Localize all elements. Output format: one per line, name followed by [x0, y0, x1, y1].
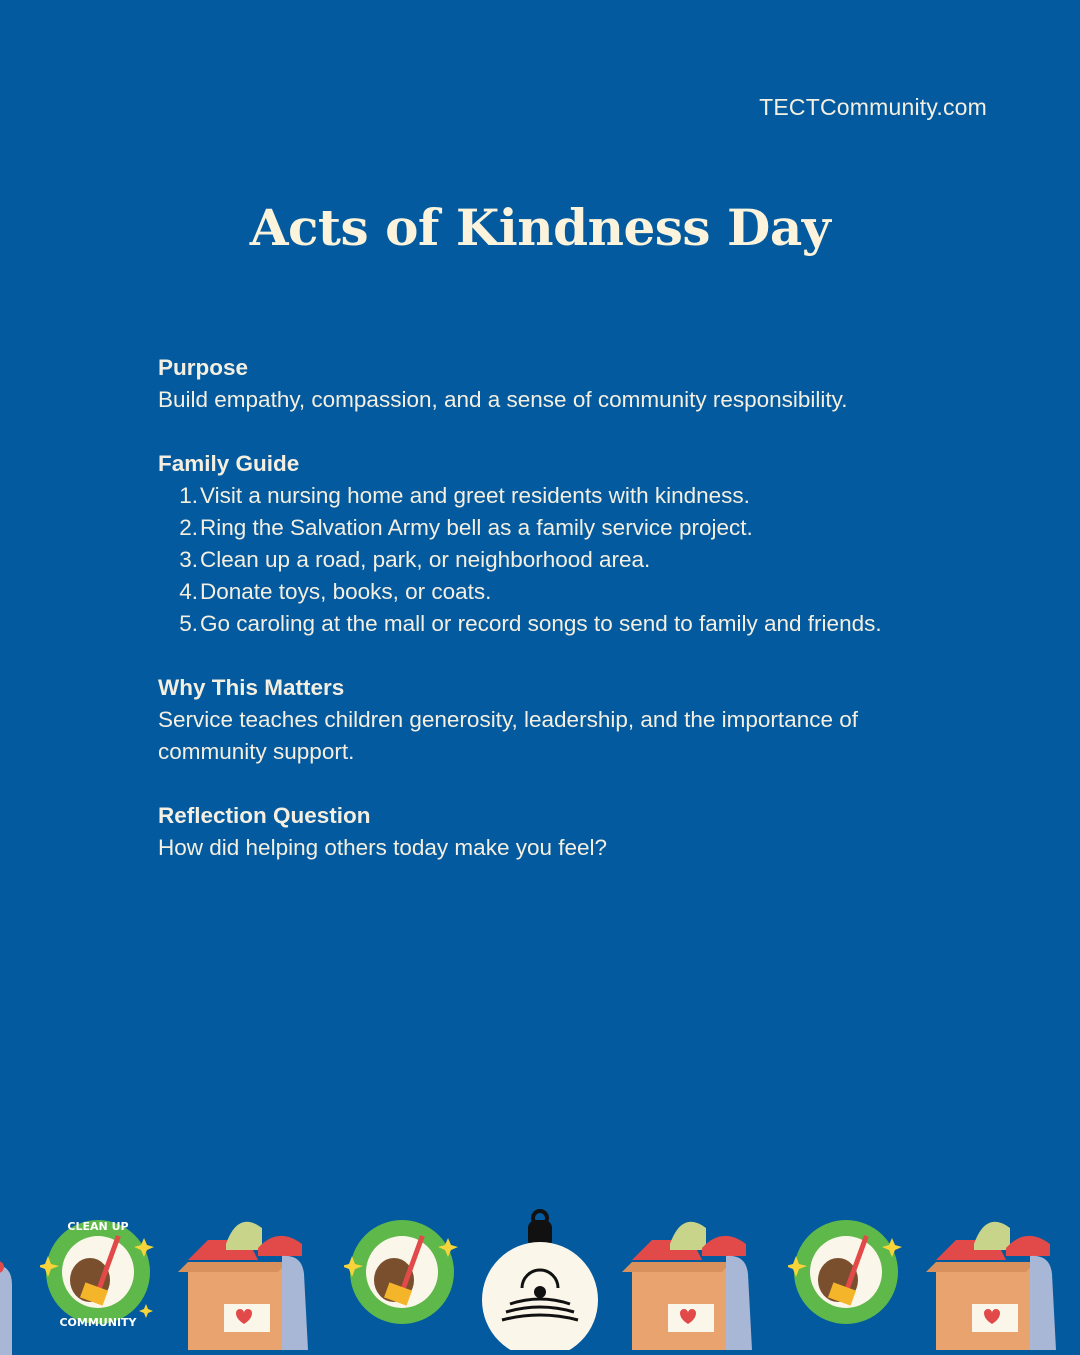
purpose-heading: Purpose [158, 355, 249, 380]
family-guide-heading: Family Guide [158, 451, 300, 476]
ornament-logo-icon [478, 1208, 602, 1350]
list-text: Ring the Salvation Army bell as a family service project. [200, 515, 753, 540]
content [158, 352, 938, 896]
reflection-text: How did helping others today make you feel? [158, 835, 608, 860]
purpose-text: Build empathy, compassion, and a sense of community responsibility. [158, 387, 848, 412]
list-number: 3. [179, 547, 198, 572]
list-text: Visit a nursing home and greet residents with kindness. [200, 483, 750, 508]
list-text: Clean up a road, park, or neighborhood area. [200, 547, 651, 572]
list-item [158, 544, 938, 576]
site-url: TECTCommunity.com [759, 94, 987, 120]
donation-box-icon [178, 1210, 323, 1350]
donation-box-icon [0, 1245, 20, 1355]
donation-box-icon [622, 1210, 767, 1350]
list-text: Donate toys, books, or coats. [200, 579, 492, 604]
list-number: 1. [179, 483, 198, 508]
why-section [158, 672, 938, 768]
list-item [158, 608, 938, 640]
page-title: Acts of Kindness Day [249, 198, 831, 257]
why-text: Service teaches children generosity, leadership, and the importance of community support. [158, 707, 858, 764]
reflection-section [158, 800, 938, 864]
clean-up-badge-icon [344, 1208, 462, 1336]
badge-top-text: CLEAN UP [67, 1220, 129, 1233]
why-heading: Why This Matters [158, 675, 345, 700]
family-guide-list [158, 480, 938, 640]
list-item [158, 576, 938, 608]
purpose-section [158, 352, 938, 416]
list-item [158, 480, 938, 512]
list-number: 2. [179, 515, 198, 540]
clean-up-badge-icon [788, 1208, 906, 1336]
family-guide-section [158, 448, 938, 640]
donation-box-icon [926, 1210, 1071, 1350]
badge-bottom-text: COMMUNITY [59, 1316, 137, 1329]
reflection-heading: Reflection Question [158, 803, 371, 828]
list-text: Go caroling at the mall or record songs to send to family and friends. [200, 611, 882, 636]
list-item [158, 512, 938, 544]
list-number: 4. [179, 579, 198, 604]
clean-up-badge-icon [40, 1208, 158, 1336]
footer-illustrations [0, 1200, 1080, 1350]
list-number: 5. [179, 611, 198, 636]
